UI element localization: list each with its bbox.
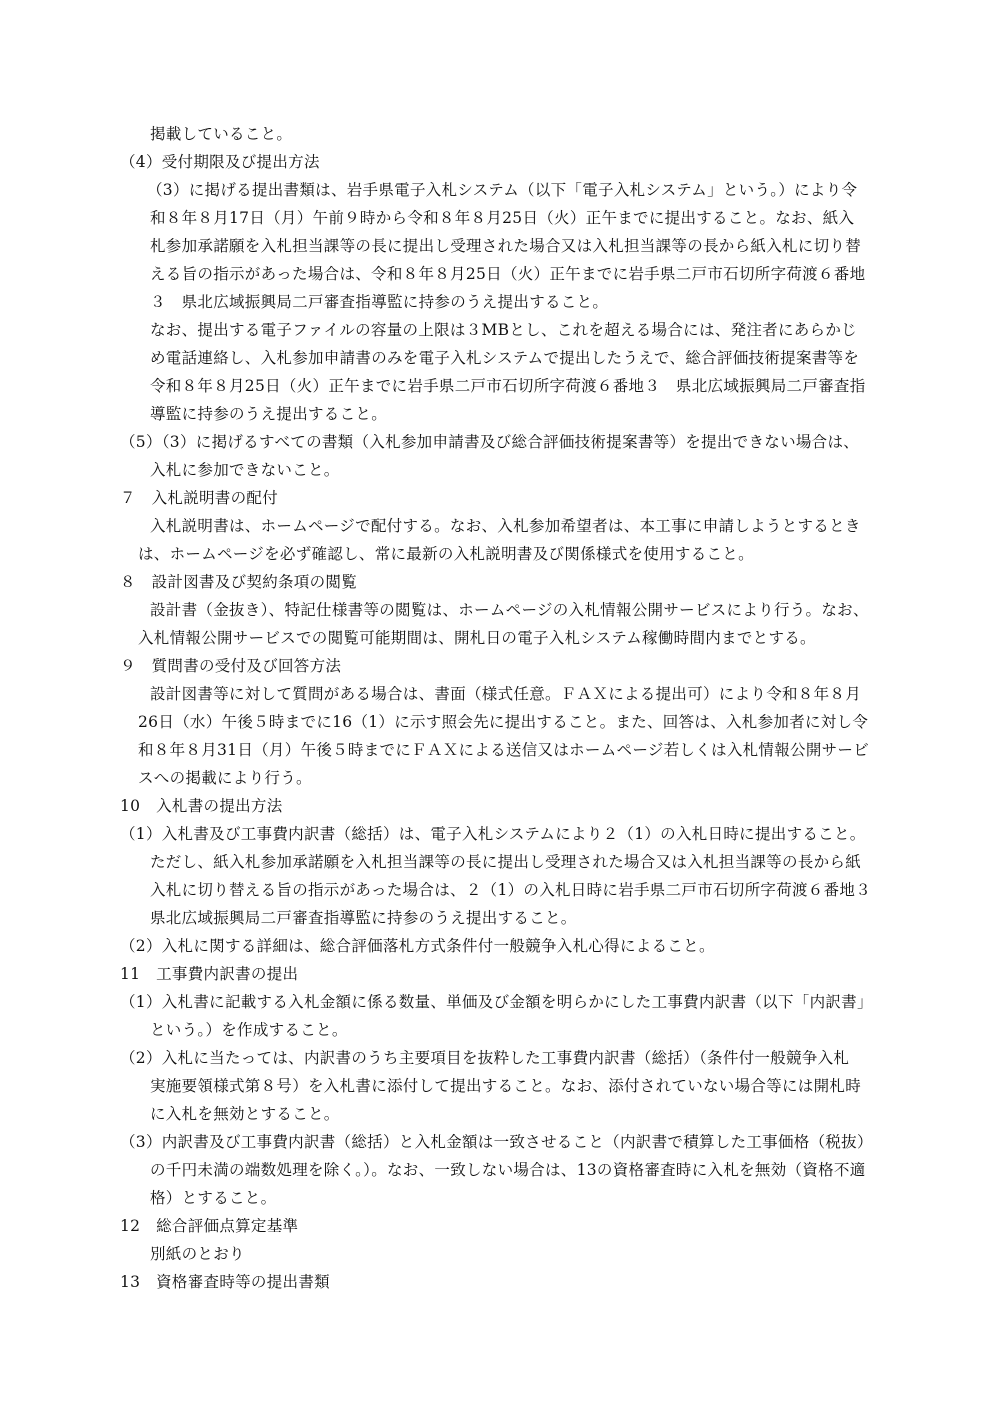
subsection-heading: （5）（3）に掲げるすべての書類（入札参加申請書及び総合評価技術提案書等）を提出できない場合は、	[120, 433, 860, 451]
section-heading: 11 工事費内訳書の提出	[120, 965, 299, 983]
text-line: 導監に持参のうえ提出すること。	[150, 405, 388, 423]
subsection-heading: （1）入札書に記載する入札金額に係る数量、単価及び金額を明らかにした工事費内訳書（以下「内訳書」	[120, 993, 873, 1011]
text-line: は、ホームページを必ず確認し、常に最新の入札説明書及び関係様式を使用すること。	[138, 545, 754, 563]
section-heading: 10 入札書の提出方法	[120, 797, 283, 815]
subsection-heading: （2）入札に当たっては、内訳書のうち主要項目を抜粋した工事費内訳書（総括）（条件付一般競争入札	[120, 1049, 850, 1067]
text-line: 26日（水）午後５時までに16（1）に示す照会先に提出すること。また、回答は、入札参加者に対し令	[138, 713, 869, 731]
subsection-heading: （4）受付期限及び提出方法	[120, 153, 320, 171]
text-line: 格）とすること。	[150, 1189, 277, 1207]
text-line: 入札説明書は、ホームページで配付する。なお、入札参加希望者は、本工事に申請しようとするとき	[150, 517, 861, 535]
text-line: 札参加承諾願を入札担当課等の長に提出し受理された場合又は入札担当課等の長から紙入札に切り替	[150, 237, 862, 255]
text-line: 実施要領様式第８号）を入札書に添付して提出すること。なお、添付されていない場合等には開札時	[150, 1077, 862, 1095]
text-line: に入札を無効とすること。	[150, 1105, 340, 1123]
text-line: め電話連絡し、入札参加申請書のみを電子入札システムで提出したうえで、総合評価技術提案書等を	[150, 349, 860, 367]
text-line: 入札情報公開サービスでの閲覧可能期間は、開札日の電子入札システム稼働時間内までとする。	[138, 629, 816, 647]
section-heading: 13 資格審査時等の提出書類	[120, 1273, 330, 1291]
text-line: という。）を作成すること。	[150, 1021, 348, 1039]
section-heading: ８ 設計図書及び契約条項の閲覧	[120, 573, 358, 591]
text-line: 設計図書等に対して質問がある場合は、書面（様式任意。ＦＡＸによる提出可）により令和８年８月	[150, 685, 862, 703]
text-line: の千円未満の端数処理を除く。）。なお、一致しない場合は、13の資格審査時に入札を無効（資格不適	[150, 1161, 866, 1179]
subsection-heading: （1）入札書及び工事費内訳書（総括）は、電子入札システムにより２（1）の入札日時に提出すること。	[120, 825, 866, 843]
text-line: 入札に切り替える旨の指示があった場合は、２（1）の入札日時に岩手県二戸市石切所字荷渡６番地３	[150, 881, 872, 899]
text-line: 設計書（金抜き）、特記仕様書等の閲覧は、ホームページの入札情報公開サービスにより行う。なお、	[150, 601, 869, 619]
text-line: 県北広域振興局二戸審査指導監に持参のうえ提出すること。	[150, 909, 577, 927]
text-line: える旨の指示があった場合は、令和８年８月25日（火）正午までに岩手県二戸市石切所字荷渡６番地	[150, 265, 866, 283]
section-heading: ７ 入札説明書の配付	[120, 489, 279, 507]
text-line: 和８年８月17日（月）午前９時から令和８年８月25日（火）正午までに提出すること。なお、紙入	[150, 209, 855, 227]
text-line: （3）に掲げる提出書類は、岩手県電子入札システム（以下「電子入札システム」という。）により令	[147, 181, 858, 199]
text-line: 掲載していること。	[150, 125, 293, 143]
text-line: スへの掲載により行う。	[138, 769, 312, 787]
text-line: なお、提出する電子ファイルの容量の上限は３MBとし、これを超える場合には、発注者にあらかじ	[150, 321, 857, 339]
text-line: ３ 県北広域振興局二戸審査指導監に持参のうえ提出すること。	[150, 293, 609, 311]
text-line: 和８年８月31日（月）午後５時までにＦＡＸによる送信又はホームページ若しくは入札情報公開サービ	[138, 741, 870, 759]
section-heading: 12 総合評価点算定基準	[120, 1217, 299, 1235]
text-line: ただし、紙入札参加承諾願を入札担当課等の長に提出し受理された場合又は入札担当課等の長から紙	[150, 853, 862, 871]
text-line: 入札に参加できないこと。	[150, 461, 340, 479]
text-line: 別紙のとおり	[150, 1245, 245, 1263]
subsection-heading: （3）内訳書及び工事費内訳書（総括）と入札金額は一致させること（内訳書で積算した工事価格（税抜）	[120, 1133, 873, 1151]
text-line: 令和８年８月25日（火）正午までに岩手県二戸市石切所字荷渡６番地３ 県北広域振興局二戸審査指	[150, 377, 866, 395]
subsection-heading: （2）入札に関する詳細は、総合評価落札方式条件付一般競争入札心得によること。	[120, 937, 715, 955]
section-heading: ９ 質問書の受付及び回答方法	[120, 657, 342, 675]
